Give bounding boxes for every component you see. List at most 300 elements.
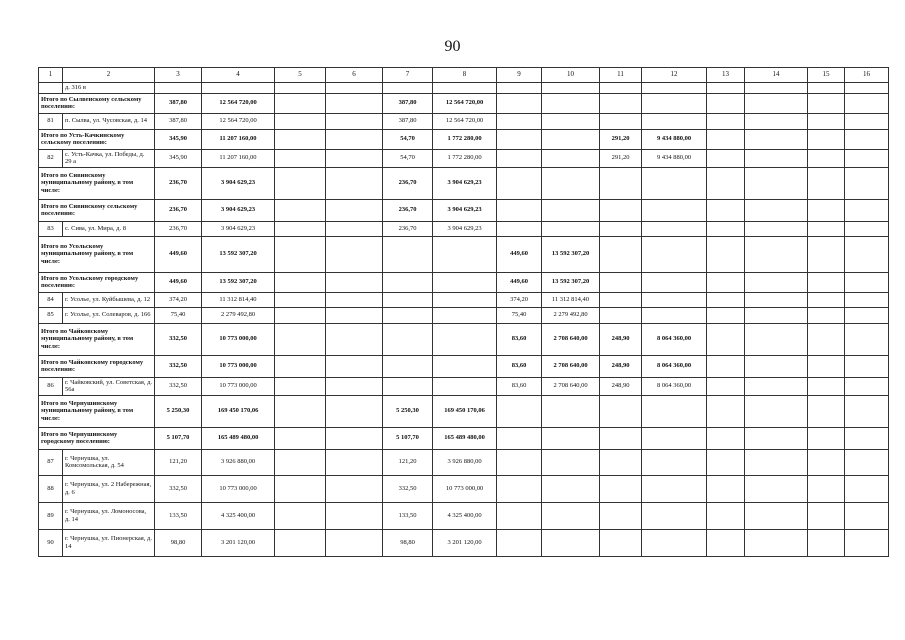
value-cell xyxy=(600,292,642,307)
value-cell: 3 904 629,23 xyxy=(433,199,497,221)
value-cell: 133,50 xyxy=(383,502,433,529)
value-cell: 54,70 xyxy=(383,149,433,167)
value-cell xyxy=(745,427,808,449)
value-cell: 291,20 xyxy=(600,129,642,149)
value-cell: 13 592 307,20 xyxy=(542,272,600,292)
value-cell: 169 450 170,06 xyxy=(202,395,275,427)
value-cell xyxy=(845,427,889,449)
value-cell xyxy=(845,307,889,323)
value-cell: 8 064 360,00 xyxy=(642,355,707,377)
total-label: Итого по Чернушинскому муниципальному району, в том числе: xyxy=(39,395,155,427)
value-cell: 11 207 160,00 xyxy=(202,129,275,149)
value-cell: 374,20 xyxy=(497,292,542,307)
value-cell xyxy=(808,113,845,129)
value-cell: 248,90 xyxy=(600,323,642,355)
value-cell: 291,20 xyxy=(600,149,642,167)
value-cell xyxy=(707,502,745,529)
value-cell xyxy=(845,113,889,129)
value-cell xyxy=(275,272,326,292)
value-cell xyxy=(707,307,745,323)
value-cell: 4 325 400,00 xyxy=(433,502,497,529)
value-cell xyxy=(497,199,542,221)
row-number: 89 xyxy=(39,502,63,529)
total-row xyxy=(39,167,889,199)
total-row xyxy=(39,236,889,272)
value-cell xyxy=(275,395,326,427)
value-cell xyxy=(275,113,326,129)
value-cell xyxy=(745,93,808,113)
value-cell xyxy=(600,113,642,129)
value-cell: 248,90 xyxy=(600,377,642,395)
value-cell xyxy=(745,221,808,236)
value-cell xyxy=(707,221,745,236)
value-cell: 3 904 629,23 xyxy=(202,167,275,199)
total-label: Итого по Сивинскому муниципальному району, в том числе: xyxy=(39,167,155,199)
column-header: 4 xyxy=(202,68,275,83)
value-cell: 13 592 307,20 xyxy=(202,272,275,292)
value-cell xyxy=(326,236,383,272)
value-cell xyxy=(808,529,845,556)
value-cell: 75,40 xyxy=(155,307,202,323)
value-cell xyxy=(275,129,326,149)
value-cell xyxy=(600,199,642,221)
value-cell xyxy=(745,272,808,292)
value-cell: 8 064 360,00 xyxy=(642,377,707,395)
value-cell xyxy=(433,292,497,307)
value-cell: 12 564 720,00 xyxy=(202,113,275,129)
value-cell xyxy=(542,113,600,129)
value-cell xyxy=(845,83,889,94)
value-cell xyxy=(497,395,542,427)
address-cell: г. Усолье, ул. Куйбышева, д. 12 xyxy=(63,292,155,307)
value-cell xyxy=(808,129,845,149)
address-cell: с. Усть-Качка, ул. Победы, д. 29 а xyxy=(63,149,155,167)
value-cell xyxy=(600,93,642,113)
value-cell: 387,80 xyxy=(383,113,433,129)
value-cell xyxy=(745,529,808,556)
value-cell xyxy=(707,427,745,449)
value-cell xyxy=(275,236,326,272)
value-cell xyxy=(275,529,326,556)
row-number: 86 xyxy=(39,377,63,395)
total-row xyxy=(39,129,889,149)
total-row xyxy=(39,199,889,221)
value-cell xyxy=(542,221,600,236)
value-cell xyxy=(808,377,845,395)
value-cell xyxy=(808,292,845,307)
value-cell xyxy=(745,395,808,427)
value-cell xyxy=(326,93,383,113)
value-cell xyxy=(808,427,845,449)
value-cell xyxy=(808,167,845,199)
value-cell xyxy=(707,272,745,292)
value-cell xyxy=(275,449,326,475)
value-cell: 332,50 xyxy=(383,475,433,502)
value-cell xyxy=(326,449,383,475)
value-cell xyxy=(542,475,600,502)
value-cell xyxy=(642,272,707,292)
value-cell xyxy=(275,427,326,449)
value-cell xyxy=(707,199,745,221)
column-header: 3 xyxy=(155,68,202,83)
value-cell: 12 564 720,00 xyxy=(433,93,497,113)
row-number xyxy=(39,83,63,94)
value-cell xyxy=(808,355,845,377)
value-cell: 169 450 170,06 xyxy=(433,395,497,427)
value-cell xyxy=(326,221,383,236)
value-cell xyxy=(845,272,889,292)
column-header: 16 xyxy=(845,68,889,83)
value-cell: 11 312 814,40 xyxy=(542,292,600,307)
value-cell xyxy=(642,167,707,199)
value-cell: 121,20 xyxy=(155,449,202,475)
value-cell xyxy=(845,149,889,167)
value-cell: 133,50 xyxy=(155,502,202,529)
value-cell xyxy=(600,427,642,449)
value-cell xyxy=(808,323,845,355)
value-cell xyxy=(433,83,497,94)
value-cell xyxy=(845,236,889,272)
value-cell xyxy=(707,236,745,272)
column-header: 13 xyxy=(707,68,745,83)
value-cell: 83,60 xyxy=(497,323,542,355)
value-cell xyxy=(808,149,845,167)
value-cell: 5 250,30 xyxy=(155,395,202,427)
value-cell: 3 904 629,23 xyxy=(202,199,275,221)
value-cell xyxy=(275,502,326,529)
value-cell xyxy=(383,236,433,272)
value-cell xyxy=(326,83,383,94)
value-cell xyxy=(497,93,542,113)
row-number: 88 xyxy=(39,475,63,502)
total-row xyxy=(39,427,889,449)
value-cell: 248,90 xyxy=(600,355,642,377)
total-row xyxy=(39,355,889,377)
value-cell xyxy=(433,377,497,395)
value-cell xyxy=(845,395,889,427)
value-cell xyxy=(326,113,383,129)
value-cell: 165 489 480,00 xyxy=(433,427,497,449)
value-cell xyxy=(642,199,707,221)
total-label: Итого по Сивинскому сельскому поселению: xyxy=(39,199,155,221)
value-cell xyxy=(808,449,845,475)
value-cell xyxy=(542,149,600,167)
value-cell: 3 926 880,00 xyxy=(202,449,275,475)
value-cell: 9 434 880,00 xyxy=(642,129,707,149)
value-cell: 3 904 629,23 xyxy=(202,221,275,236)
value-cell: 12 564 720,00 xyxy=(202,93,275,113)
value-cell xyxy=(642,395,707,427)
value-cell: 1 772 280,00 xyxy=(433,149,497,167)
value-cell xyxy=(275,292,326,307)
total-row xyxy=(39,323,889,355)
value-cell xyxy=(326,199,383,221)
value-cell: 10 773 000,00 xyxy=(202,475,275,502)
value-cell xyxy=(600,449,642,475)
value-cell xyxy=(326,355,383,377)
value-cell xyxy=(542,395,600,427)
value-cell xyxy=(275,93,326,113)
value-cell xyxy=(326,427,383,449)
value-cell: 236,70 xyxy=(155,199,202,221)
value-cell: 345,90 xyxy=(155,129,202,149)
value-cell xyxy=(745,167,808,199)
value-cell xyxy=(326,292,383,307)
value-cell xyxy=(326,307,383,323)
value-cell xyxy=(542,129,600,149)
value-cell xyxy=(642,529,707,556)
value-cell xyxy=(600,529,642,556)
value-cell: 83,60 xyxy=(497,355,542,377)
value-cell xyxy=(642,502,707,529)
column-header: 2 xyxy=(63,68,155,83)
value-cell xyxy=(326,395,383,427)
table-row xyxy=(39,377,889,395)
value-cell xyxy=(600,221,642,236)
value-cell xyxy=(845,449,889,475)
value-cell xyxy=(707,93,745,113)
value-cell: 3 926 880,00 xyxy=(433,449,497,475)
value-cell xyxy=(600,475,642,502)
value-cell xyxy=(497,449,542,475)
value-cell: 10 773 000,00 xyxy=(433,475,497,502)
total-label: Итого по Чайковскому городскому поселению: xyxy=(39,355,155,377)
value-cell xyxy=(808,221,845,236)
value-cell xyxy=(433,236,497,272)
value-cell xyxy=(326,167,383,199)
value-cell xyxy=(497,167,542,199)
value-cell: 2 708 640,00 xyxy=(542,355,600,377)
value-cell xyxy=(600,83,642,94)
value-cell xyxy=(600,236,642,272)
value-cell xyxy=(542,502,600,529)
value-cell xyxy=(497,427,542,449)
value-cell xyxy=(383,83,433,94)
column-header: 11 xyxy=(600,68,642,83)
value-cell: 3 904 629,23 xyxy=(433,221,497,236)
value-cell xyxy=(542,167,600,199)
value-cell xyxy=(808,199,845,221)
value-cell xyxy=(745,307,808,323)
page-number: 90 xyxy=(444,38,461,55)
value-cell xyxy=(433,323,497,355)
value-cell: 12 564 720,00 xyxy=(433,113,497,129)
value-cell xyxy=(275,475,326,502)
total-row xyxy=(39,93,889,113)
value-cell xyxy=(642,93,707,113)
value-cell xyxy=(707,323,745,355)
column-header: 8 xyxy=(433,68,497,83)
value-cell: 1 772 280,00 xyxy=(433,129,497,149)
value-cell xyxy=(642,449,707,475)
value-cell xyxy=(497,502,542,529)
value-cell: 98,80 xyxy=(155,529,202,556)
value-cell xyxy=(707,292,745,307)
column-header: 7 xyxy=(383,68,433,83)
value-cell: 75,40 xyxy=(497,307,542,323)
value-cell xyxy=(600,395,642,427)
value-cell xyxy=(745,113,808,129)
value-cell xyxy=(383,307,433,323)
value-cell xyxy=(383,377,433,395)
value-cell: 236,70 xyxy=(383,199,433,221)
row-number: 83 xyxy=(39,221,63,236)
address-cell: г. Усолье, ул. Солеваров, д. 166 xyxy=(63,307,155,323)
value-cell xyxy=(542,83,600,94)
value-cell xyxy=(845,475,889,502)
value-cell xyxy=(600,502,642,529)
value-cell xyxy=(845,323,889,355)
value-cell xyxy=(707,113,745,129)
address-cell: г. Чернушка, ул. Комсомольская, д. 54 xyxy=(63,449,155,475)
value-cell xyxy=(745,292,808,307)
total-label: Итого по Усольскому муниципальному району, в том числе: xyxy=(39,236,155,272)
value-cell: 3 201 120,00 xyxy=(202,529,275,556)
value-cell: 3 904 629,23 xyxy=(433,167,497,199)
value-cell xyxy=(642,221,707,236)
value-cell: 5 107,70 xyxy=(155,427,202,449)
value-cell: 54,70 xyxy=(383,129,433,149)
value-cell xyxy=(845,355,889,377)
column-header: 9 xyxy=(497,68,542,83)
value-cell xyxy=(642,83,707,94)
value-cell: 2 708 640,00 xyxy=(542,323,600,355)
total-label: Итого по Чайковскому муниципальному району, в том числе: xyxy=(39,323,155,355)
value-cell xyxy=(808,475,845,502)
address-cell: г. Чайковский, ул. Советская, д. 56а xyxy=(63,377,155,395)
table-row xyxy=(39,83,889,94)
value-cell xyxy=(383,292,433,307)
value-cell xyxy=(642,427,707,449)
value-cell xyxy=(845,221,889,236)
value-cell xyxy=(542,199,600,221)
row-number: 85 xyxy=(39,307,63,323)
address-cell: г. Чернушка, ул. Пионерская, д. 14 xyxy=(63,529,155,556)
value-cell: 13 592 307,20 xyxy=(202,236,275,272)
value-cell xyxy=(433,307,497,323)
value-cell: 2 279 492,80 xyxy=(542,307,600,323)
table-row xyxy=(39,292,889,307)
value-cell xyxy=(275,221,326,236)
value-cell xyxy=(745,475,808,502)
value-cell: 345,90 xyxy=(155,149,202,167)
table-row xyxy=(39,475,889,502)
value-cell: 3 201 120,00 xyxy=(433,529,497,556)
value-cell: 2 279 492,80 xyxy=(202,307,275,323)
value-cell xyxy=(497,149,542,167)
value-cell xyxy=(707,355,745,377)
value-cell xyxy=(707,149,745,167)
value-cell xyxy=(845,93,889,113)
row-number: 82 xyxy=(39,149,63,167)
value-cell: 11 207 160,00 xyxy=(202,149,275,167)
value-cell xyxy=(275,83,326,94)
value-cell xyxy=(808,93,845,113)
value-cell xyxy=(600,167,642,199)
value-cell xyxy=(497,221,542,236)
value-cell xyxy=(845,292,889,307)
value-cell xyxy=(275,323,326,355)
value-cell xyxy=(275,167,326,199)
total-row xyxy=(39,272,889,292)
value-cell xyxy=(155,83,202,94)
value-cell xyxy=(433,355,497,377)
value-cell: 236,70 xyxy=(383,167,433,199)
value-cell: 83,60 xyxy=(497,377,542,395)
value-cell xyxy=(745,83,808,94)
value-cell xyxy=(745,199,808,221)
value-cell xyxy=(745,449,808,475)
value-cell xyxy=(433,272,497,292)
value-cell: 10 773 000,00 xyxy=(202,377,275,395)
value-cell: 387,80 xyxy=(155,93,202,113)
value-cell xyxy=(745,355,808,377)
value-cell: 236,70 xyxy=(155,167,202,199)
table-row xyxy=(39,502,889,529)
address-cell: г. Чернушка, ул. 2 Набережная, д. 6 xyxy=(63,475,155,502)
total-label: Итого по Усть-Качкинскому сельскому поселению: xyxy=(39,129,155,149)
value-cell: 13 592 307,20 xyxy=(542,236,600,272)
value-cell xyxy=(326,529,383,556)
value-cell xyxy=(707,475,745,502)
value-cell xyxy=(497,475,542,502)
value-cell xyxy=(642,307,707,323)
address-cell: п. Сылва, ул. Чусовская, д. 14 xyxy=(63,113,155,129)
total-label: Итого по Сылвенскому сельскому поселению: xyxy=(39,93,155,113)
value-cell xyxy=(542,93,600,113)
row-number: 90 xyxy=(39,529,63,556)
value-cell xyxy=(326,502,383,529)
address-cell: д. 316 в xyxy=(63,83,155,94)
value-cell: 387,80 xyxy=(155,113,202,129)
value-cell xyxy=(642,113,707,129)
value-cell: 449,60 xyxy=(155,272,202,292)
value-cell xyxy=(707,529,745,556)
column-header: 1 xyxy=(39,68,63,83)
value-cell xyxy=(542,529,600,556)
value-cell xyxy=(707,395,745,427)
value-cell xyxy=(808,395,845,427)
column-header: 15 xyxy=(808,68,845,83)
value-cell xyxy=(497,83,542,94)
value-cell xyxy=(275,355,326,377)
row-number: 81 xyxy=(39,113,63,129)
value-cell xyxy=(326,323,383,355)
value-cell: 121,20 xyxy=(383,449,433,475)
table-row xyxy=(39,221,889,236)
address-cell: с. Сива, ул. Мира, д. 8 xyxy=(63,221,155,236)
value-cell xyxy=(642,475,707,502)
value-cell: 387,80 xyxy=(383,93,433,113)
table-row xyxy=(39,529,889,556)
value-cell xyxy=(707,129,745,149)
value-cell xyxy=(845,502,889,529)
column-header: 14 xyxy=(745,68,808,83)
value-cell: 2 708 640,00 xyxy=(542,377,600,395)
value-cell xyxy=(745,129,808,149)
value-cell xyxy=(326,475,383,502)
value-cell xyxy=(845,129,889,149)
value-cell xyxy=(383,272,433,292)
value-cell xyxy=(326,149,383,167)
value-cell xyxy=(202,83,275,94)
value-cell xyxy=(808,307,845,323)
value-cell xyxy=(745,323,808,355)
value-cell: 5 107,70 xyxy=(383,427,433,449)
value-cell xyxy=(383,355,433,377)
value-cell: 449,60 xyxy=(155,236,202,272)
value-cell: 4 325 400,00 xyxy=(202,502,275,529)
